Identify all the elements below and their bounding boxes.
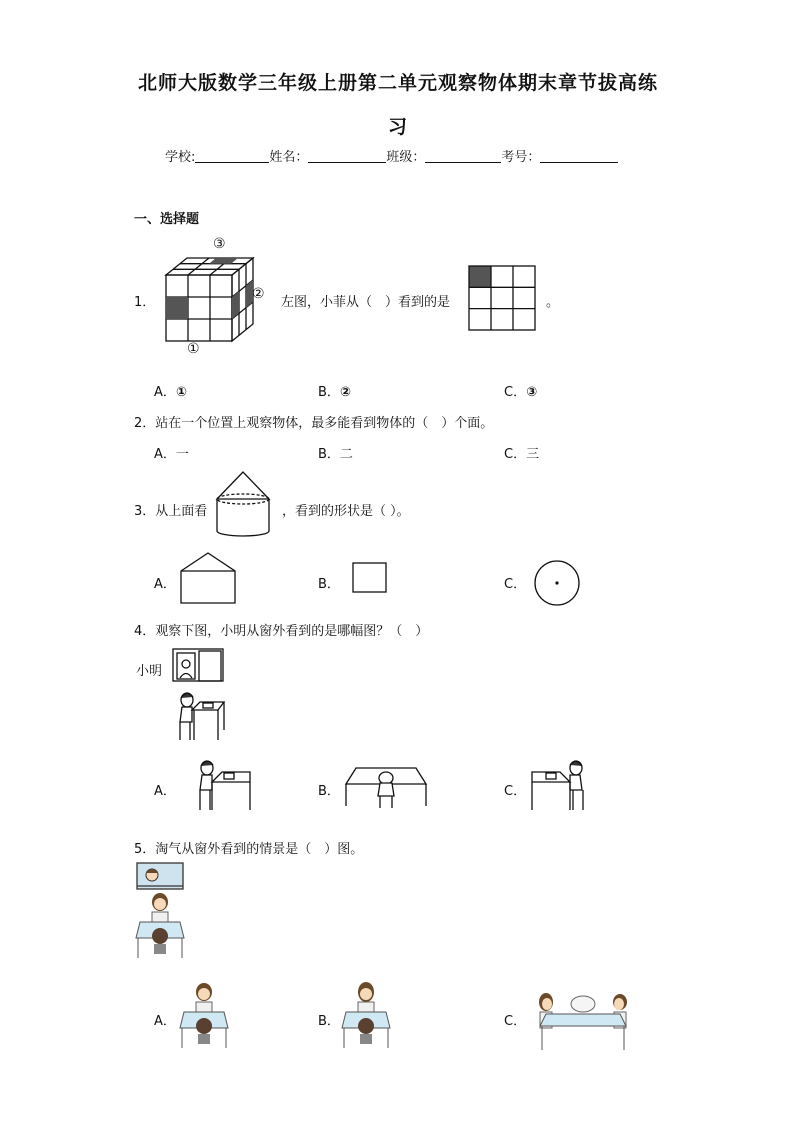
q3-option-c-label[interactable]: C． <box>504 577 527 592</box>
q4-option-c-figure[interactable] <box>528 758 594 812</box>
q2-option-a[interactable]: A．一 <box>154 447 189 462</box>
q3-option-a-label[interactable]: A． <box>154 577 176 592</box>
classroom-scene-figure <box>134 892 186 962</box>
q2-option-b[interactable]: B．二 <box>318 447 353 462</box>
section-title: 一、选择题 <box>134 212 200 227</box>
q4-option-b-figure[interactable] <box>344 766 428 810</box>
name-label: 姓名： <box>269 150 309 165</box>
q4-option-a-figure[interactable] <box>190 758 256 812</box>
student-info-row <box>165 146 618 165</box>
square-shape-option[interactable] <box>352 562 392 596</box>
q4-option-c-label[interactable]: C． <box>504 784 527 799</box>
grid-view-figure <box>469 266 539 332</box>
q3-option-b-label[interactable]: B． <box>318 577 340 592</box>
window-figure <box>172 648 226 684</box>
q5-option-b-figure[interactable] <box>342 982 398 1052</box>
cube-label-bottom: ① <box>187 341 200 357</box>
q3-text-end: ，看到的形状是（ ）。 <box>282 504 410 519</box>
q5-option-c-label[interactable]: C． <box>504 1014 527 1029</box>
q1-number: 1． <box>134 295 156 310</box>
q5-option-a-label[interactable]: A． <box>154 1014 176 1029</box>
option-text: ① <box>175 385 187 400</box>
cube-shaded-top-cell <box>209 258 238 264</box>
taoqi-window-figure <box>136 862 186 892</box>
exam-no-blank[interactable] <box>540 148 618 163</box>
q5-option-c-figure[interactable] <box>536 992 632 1054</box>
q3-text: 3．从上面看 <box>134 504 208 519</box>
q5-option-b-label[interactable]: B． <box>318 1014 340 1029</box>
cube-shaded-front-cell <box>166 297 188 319</box>
name-blank[interactable] <box>308 148 386 163</box>
q4-option-a-label[interactable]: A． <box>154 784 176 799</box>
xiaoming-label: 小明 <box>136 664 163 679</box>
q1-option-c[interactable] <box>504 381 537 400</box>
school-label: 学校: <box>165 150 196 165</box>
circle-shape-option[interactable] <box>534 560 586 612</box>
option-label: B． <box>318 385 340 400</box>
cone-cylinder-figure <box>214 470 274 542</box>
boy-at-desk-figure <box>170 690 234 742</box>
q5-text: 5．淘气从窗外看到的情景是（ ）图。 <box>134 842 364 857</box>
option-text: ② <box>339 385 351 400</box>
q1-option-b[interactable] <box>318 381 351 400</box>
class-label: 班级： <box>386 150 426 165</box>
q4-text: 4．观察下图，小明从窗外看到的是哪幅图？（ ） <box>134 624 429 639</box>
q4-option-b-label[interactable]: B． <box>318 784 340 799</box>
school-blank[interactable] <box>195 148 269 163</box>
cube-label-right: ② <box>252 286 265 302</box>
exam-no-label: 考号： <box>501 150 541 165</box>
class-blank[interactable] <box>425 148 501 163</box>
option-text: ③ <box>526 385 538 400</box>
option-label: C． <box>504 385 527 400</box>
option-label: A． <box>154 385 176 400</box>
q1-text: 左图，小菲从（ ）看到的是 <box>281 295 451 310</box>
q2-option-c[interactable]: C．三 <box>504 447 540 462</box>
cube-label-top: ③ <box>213 236 226 252</box>
q1-text-end: 。 <box>546 295 560 310</box>
q2-text: 2．站在一个位置上观察物体，最多能看到物体的（ ）个面。 <box>134 416 494 431</box>
q1-option-a[interactable] <box>154 381 187 400</box>
q5-option-a-figure[interactable] <box>180 982 236 1052</box>
house-shape-option[interactable] <box>180 551 240 607</box>
page-title-continued: 习 <box>388 116 409 138</box>
page-title: 北师大版数学三年级上册第二单元观察物体期末章节拔高练 <box>138 72 659 94</box>
